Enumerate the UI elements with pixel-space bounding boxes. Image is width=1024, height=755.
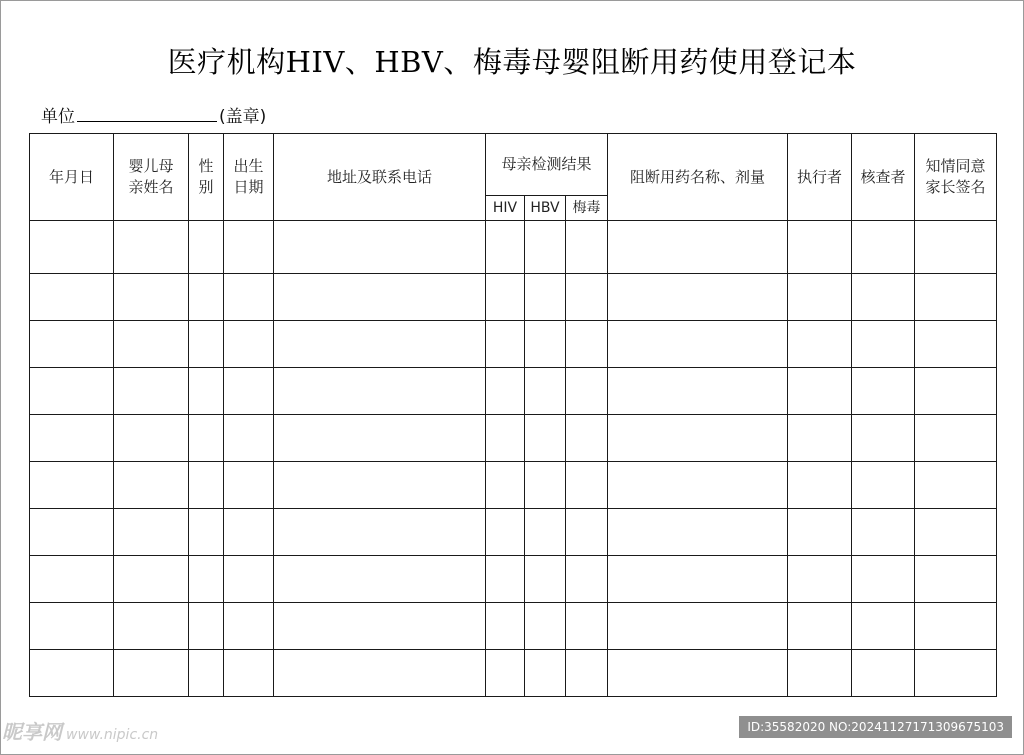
- table-cell[interactable]: [114, 650, 189, 697]
- table-cell[interactable]: [224, 221, 274, 274]
- table-cell[interactable]: [486, 321, 525, 368]
- header-syphilis: 梅毒: [566, 196, 608, 221]
- table-cell[interactable]: [566, 274, 608, 321]
- header-executor: 执行者: [788, 134, 852, 221]
- table-cell[interactable]: [566, 509, 608, 556]
- table-cell[interactable]: [189, 650, 224, 697]
- table-cell[interactable]: [30, 415, 114, 462]
- unit-blank-line: [77, 105, 217, 122]
- table-cell[interactable]: [224, 462, 274, 509]
- table-cell[interactable]: [525, 556, 566, 603]
- table-cell[interactable]: [525, 321, 566, 368]
- table-cell[interactable]: [788, 462, 852, 509]
- table-cell[interactable]: [274, 221, 486, 274]
- table-cell[interactable]: [189, 415, 224, 462]
- table-cell[interactable]: [114, 274, 189, 321]
- watermark-brand: [2, 716, 158, 745]
- table-cell[interactable]: [525, 650, 566, 697]
- table-row: [30, 556, 997, 603]
- table-cell[interactable]: [525, 603, 566, 650]
- table-cell[interactable]: [852, 415, 915, 462]
- unit-line: [41, 102, 266, 127]
- table-cell[interactable]: [608, 603, 788, 650]
- table-cell[interactable]: [788, 650, 852, 697]
- table-cell[interactable]: [30, 368, 114, 415]
- table-row: [30, 415, 997, 462]
- table-cell[interactable]: [30, 462, 114, 509]
- table-cell[interactable]: [525, 274, 566, 321]
- table-cell[interactable]: [788, 274, 852, 321]
- table-cell[interactable]: [608, 509, 788, 556]
- table-cell[interactable]: [566, 321, 608, 368]
- register-rows: [30, 221, 997, 697]
- table-cell[interactable]: [486, 556, 525, 603]
- table-cell[interactable]: [30, 274, 114, 321]
- table-cell[interactable]: [114, 462, 189, 509]
- header-infant-mother-name: 婴儿母亲姓名: [114, 134, 189, 221]
- header-date: 年月日: [30, 134, 114, 221]
- table-cell[interactable]: [189, 368, 224, 415]
- table-cell[interactable]: [274, 650, 486, 697]
- register-table: [29, 133, 997, 697]
- table-cell[interactable]: [114, 368, 189, 415]
- table-cell[interactable]: [189, 321, 224, 368]
- table-cell[interactable]: [915, 321, 997, 368]
- unit-label: 单位: [41, 107, 75, 127]
- table-row: [30, 368, 997, 415]
- table-cell[interactable]: [189, 509, 224, 556]
- table-cell[interactable]: [224, 368, 274, 415]
- table-cell[interactable]: [915, 274, 997, 321]
- table-cell[interactable]: [915, 603, 997, 650]
- watermark-id: ID:35582020 NO:20241127171309675103: [739, 716, 1012, 738]
- table-cell[interactable]: [224, 603, 274, 650]
- table-cell[interactable]: [486, 274, 525, 321]
- table-cell[interactable]: [274, 462, 486, 509]
- table-cell[interactable]: [852, 274, 915, 321]
- table-cell[interactable]: [566, 603, 608, 650]
- table-cell[interactable]: [30, 509, 114, 556]
- table-cell[interactable]: [274, 274, 486, 321]
- table-cell[interactable]: [608, 321, 788, 368]
- table-cell[interactable]: [852, 650, 915, 697]
- table-cell[interactable]: [114, 556, 189, 603]
- table-cell[interactable]: [274, 509, 486, 556]
- table-cell[interactable]: [788, 221, 852, 274]
- table-cell[interactable]: [224, 415, 274, 462]
- table-cell[interactable]: [566, 556, 608, 603]
- table-cell[interactable]: [30, 321, 114, 368]
- table-cell[interactable]: [30, 603, 114, 650]
- table-cell[interactable]: [274, 603, 486, 650]
- table-cell[interactable]: [274, 415, 486, 462]
- table-cell[interactable]: [788, 321, 852, 368]
- table-cell[interactable]: [608, 462, 788, 509]
- table-cell[interactable]: [852, 321, 915, 368]
- table-cell[interactable]: [224, 274, 274, 321]
- table-cell[interactable]: [486, 368, 525, 415]
- header-consent-signature: 知情同意家长签名: [915, 134, 997, 221]
- unit-stamp: (盖章): [219, 107, 267, 127]
- table-cell[interactable]: [525, 415, 566, 462]
- table-cell[interactable]: [224, 321, 274, 368]
- table-row: [30, 221, 997, 274]
- table-cell[interactable]: [915, 556, 997, 603]
- header-checker: 核查者: [852, 134, 915, 221]
- table-cell[interactable]: [189, 603, 224, 650]
- table-cell[interactable]: [114, 415, 189, 462]
- table-cell[interactable]: [274, 556, 486, 603]
- table-cell[interactable]: [525, 221, 566, 274]
- watermark-url: www.nipic.cn: [66, 727, 159, 743]
- table-cell[interactable]: [274, 321, 486, 368]
- table-cell[interactable]: [788, 415, 852, 462]
- table-cell[interactable]: [486, 415, 525, 462]
- header-drug-name-dose: 阻断用药名称、剂量: [608, 134, 788, 221]
- page-title: 医疗机构HIV、HBV、梅毒母婴阻断用药使用登记本: [167, 45, 857, 79]
- table-cell[interactable]: [852, 368, 915, 415]
- table-cell[interactable]: [114, 509, 189, 556]
- table-row: [30, 650, 997, 697]
- table-cell[interactable]: [189, 462, 224, 509]
- table-cell[interactable]: [224, 556, 274, 603]
- table-cell[interactable]: [608, 368, 788, 415]
- table-cell[interactable]: [224, 650, 274, 697]
- table-cell[interactable]: [608, 274, 788, 321]
- table-cell[interactable]: [224, 509, 274, 556]
- table-cell[interactable]: [915, 368, 997, 415]
- table-cell[interactable]: [915, 415, 997, 462]
- table-cell[interactable]: [30, 650, 114, 697]
- table-cell[interactable]: [566, 650, 608, 697]
- table-cell[interactable]: [189, 556, 224, 603]
- table-row: [30, 509, 997, 556]
- table-cell[interactable]: [525, 368, 566, 415]
- table-cell[interactable]: [486, 650, 525, 697]
- table-cell[interactable]: [486, 603, 525, 650]
- table-cell[interactable]: [189, 221, 224, 274]
- table-cell[interactable]: [608, 221, 788, 274]
- table-cell[interactable]: [30, 221, 114, 274]
- table-cell[interactable]: [274, 368, 486, 415]
- table-row: [30, 462, 997, 509]
- table-cell[interactable]: [486, 509, 525, 556]
- table-cell[interactable]: [788, 603, 852, 650]
- table-row: [30, 603, 997, 650]
- table-cell[interactable]: [114, 603, 189, 650]
- table-cell[interactable]: [915, 509, 997, 556]
- header-address-phone: 地址及联系电话: [274, 134, 486, 221]
- header-mother-test: 母亲检测结果: [486, 134, 608, 196]
- table-cell[interactable]: [915, 462, 997, 509]
- table-cell[interactable]: [566, 415, 608, 462]
- table-cell[interactable]: [915, 650, 997, 697]
- table-cell[interactable]: [189, 274, 224, 321]
- table-cell[interactable]: [566, 368, 608, 415]
- table-cell[interactable]: [852, 603, 915, 650]
- table-cell[interactable]: [566, 221, 608, 274]
- table-cell[interactable]: [852, 556, 915, 603]
- header-sex: 性别: [189, 134, 224, 221]
- table-cell[interactable]: [852, 462, 915, 509]
- table-cell[interactable]: [608, 415, 788, 462]
- table-cell[interactable]: [486, 221, 525, 274]
- table-cell[interactable]: [852, 221, 915, 274]
- table-row: [30, 274, 997, 321]
- table-cell[interactable]: [608, 650, 788, 697]
- table-cell[interactable]: [788, 368, 852, 415]
- table-cell[interactable]: [525, 462, 566, 509]
- table-cell[interactable]: [608, 556, 788, 603]
- table-cell[interactable]: [788, 509, 852, 556]
- table-cell[interactable]: [114, 321, 189, 368]
- table-row: [30, 321, 997, 368]
- table-cell[interactable]: [566, 462, 608, 509]
- table-cell[interactable]: [852, 509, 915, 556]
- table-cell[interactable]: [525, 509, 566, 556]
- table-cell[interactable]: [788, 556, 852, 603]
- watermark-brand-text: 昵享网: [2, 720, 62, 744]
- header-hbv: HBV: [525, 196, 566, 221]
- table-cell[interactable]: [30, 556, 114, 603]
- table-cell[interactable]: [114, 221, 189, 274]
- table-cell[interactable]: [915, 221, 997, 274]
- header-hiv: HIV: [486, 196, 525, 221]
- header-birth-date: 出生日期: [224, 134, 274, 221]
- table-cell[interactable]: [486, 462, 525, 509]
